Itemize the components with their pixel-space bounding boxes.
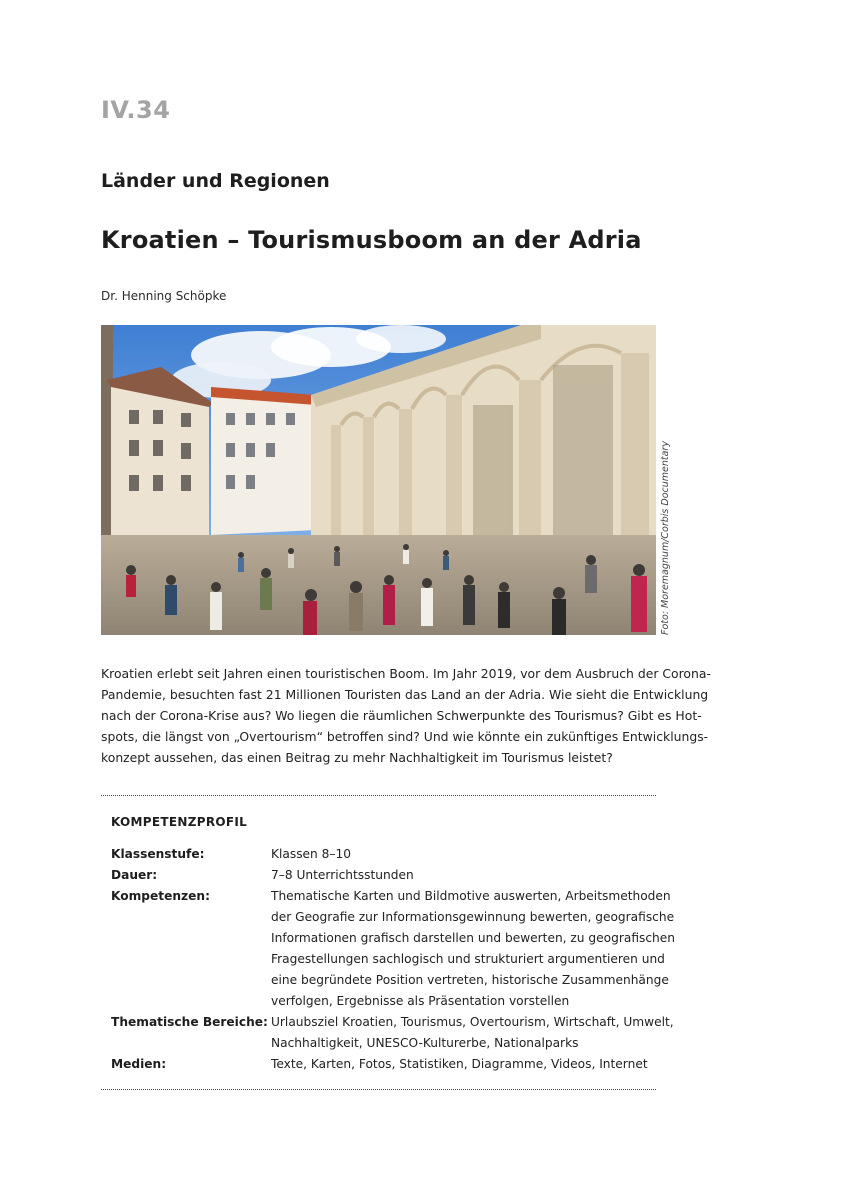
profile-label: Klassenstufe: xyxy=(111,847,205,861)
author-name: Dr. Henning Schöpke xyxy=(101,289,227,303)
profile-label: Medien: xyxy=(111,1057,167,1071)
photo-credit: Foto: Moremagnum/Corbis Documentary xyxy=(660,441,671,635)
profile-value-line: eine begründete Position vertreten, historische Zusammenhänge xyxy=(271,973,669,987)
intro-line: spots, die längst von „Overtourism“ betroffen sind? Und wie könnte ein zukünftiges Entwicklungs- xyxy=(101,729,709,744)
intro-line: konzept aussehen, das einen Beitrag zu mehr Nachhaltigkeit im Tourismus leistet? xyxy=(101,750,613,765)
profile-value-line: Texte, Karten, Fotos, Statistiken, Diagramme, Videos, Internet xyxy=(271,1057,648,1071)
category-heading: Länder und Regionen xyxy=(101,170,330,192)
profile-value-line: Thematische Karten und Bildmotive auswerten, Arbeitsmethoden xyxy=(271,889,671,903)
profile-row-dauer xyxy=(111,865,656,886)
profile-row-klassenstufe xyxy=(111,844,656,865)
profile-value xyxy=(271,1054,648,1075)
profile-value-line: Nachhaltigkeit, UNESCO-Kulturerbe, Nationalparks xyxy=(271,1036,579,1050)
profile-value-line: Urlaubsziel Kroatien, Tourismus, Overtourism, Wirtschaft, Umwelt, xyxy=(271,1015,674,1029)
dotted-divider-bottom xyxy=(101,1089,656,1090)
profile-value-line: verfolgen, Ergebnisse als Präsentation vorstellen xyxy=(271,994,570,1008)
photo-peristyle-square xyxy=(101,325,656,635)
profile-row-medien xyxy=(111,1054,656,1075)
intro-line: Pandemie, besuchten fast 21 Millionen Touristen das Land an der Adria. Wie sieht die Entwicklung xyxy=(101,687,709,702)
profile-value-line: der Geografie zur Informationsgewinnung bewerten, geografische xyxy=(271,910,675,924)
intro-line: Kroatien erlebt seit Jahren einen touristischen Boom. Im Jahr 2019, vor dem Ausbruch der Corona- xyxy=(101,666,711,681)
page-title: Kroatien – Tourismusboom an der Adria xyxy=(101,226,642,254)
profile-value xyxy=(271,886,675,1012)
intro-paragraph xyxy=(101,663,711,768)
profile-value-line: Fragestellungen sachlogisch und strukturiert argumentieren und xyxy=(271,952,665,966)
competence-profile xyxy=(111,844,675,1075)
profile-value-line: 7–8 Unterrichtsstunden xyxy=(271,868,414,882)
profile-row-kompetenzen xyxy=(111,886,675,1012)
profile-row-thematische-bereiche xyxy=(111,1012,674,1054)
profile-label: Kompetenzen: xyxy=(111,889,210,903)
profile-value xyxy=(271,865,414,886)
profile-value xyxy=(271,844,351,865)
profile-label: Thematische Bereiche: xyxy=(111,1015,268,1029)
intro-line: nach der Corona-Krise aus? Wo liegen die räumlichen Schwerpunkte des Tourismus? Gibt es Hot- xyxy=(101,708,702,723)
profile-label: Dauer: xyxy=(111,868,158,882)
profile-value-line: Informationen grafisch darstellen und bewerten, zu geografischen xyxy=(271,931,675,945)
profile-heading: KOMPETENZPROFIL xyxy=(111,815,248,829)
profile-value xyxy=(271,1012,674,1054)
profile-value-line: Klassen 8–10 xyxy=(271,847,351,861)
dotted-divider-top xyxy=(101,795,656,796)
section-code: IV.34 xyxy=(101,96,171,124)
